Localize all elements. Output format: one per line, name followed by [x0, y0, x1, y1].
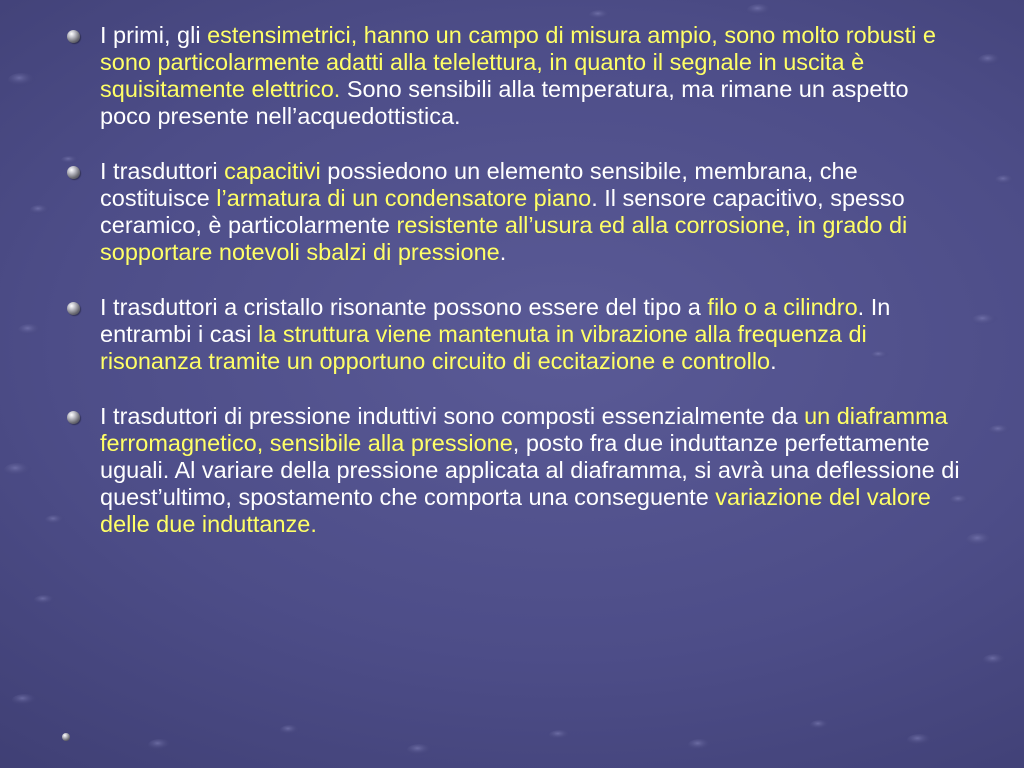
body-text: I trasduttori a cristallo risonante possono essere del tipo a: [100, 294, 708, 320]
bullet-paragraph: [62, 158, 962, 266]
body-text: Sono sensibili alla temperatura, ma rimane un aspetto poco presente nell’acquedottistica.: [100, 76, 909, 129]
body-text: I trasduttori di pressione induttivi sono composti essenzialmente da: [100, 403, 805, 429]
highlighted-text: resistente all’usura ed alla corrosione, in grado di sopportare notevoli sbalzi di pressione: [100, 212, 908, 265]
bullet-paragraph: [62, 22, 962, 130]
bullet-paragraph: [62, 294, 962, 375]
body-text: . Il sensore capacitivo, spesso ceramico, è particolarmente: [100, 185, 905, 238]
highlighted-text: estensimetrici, hanno un campo di misura ampio, sono molto robusti e sono particolarmente adatti alla telelettura, in quanto il segnale in uscita è squisitamente elettrico.: [100, 22, 936, 102]
sphere-bullet-icon: [67, 411, 80, 424]
body-text: possiedono un elemento sensibile, membrana, che costituisce: [100, 158, 858, 211]
body-text: I primi, gli: [100, 22, 208, 48]
empty-bullet-icon: [62, 733, 70, 741]
sphere-bullet-icon: [67, 30, 80, 43]
body-text: .: [499, 239, 507, 265]
highlighted-text: variazione del valore delle due induttanze.: [100, 484, 931, 537]
body-text: . In entrambi i casi: [100, 294, 891, 347]
highlighted-text: un diaframma ferromagnetico, sensibile alla pressione: [100, 403, 948, 456]
bullet-paragraph: [62, 403, 962, 538]
highlighted-text: filo o a cilindro: [707, 294, 858, 320]
bullet-list: [62, 22, 962, 566]
body-text: , posto fra due induttanze perfettamente uguali. Al variare della pressione applicata al diaframma, si avrà una deflessione di quest’ultimo, spostamento che comporta una conseguente: [100, 430, 960, 510]
sphere-bullet-icon: [67, 166, 80, 179]
body-text: I trasduttori: [100, 158, 225, 184]
body-text: .: [770, 348, 777, 374]
highlighted-text: l’armatura di un condensatore piano: [216, 185, 592, 211]
highlighted-text: capacitivi: [224, 158, 321, 184]
sphere-bullet-icon: [67, 302, 80, 315]
highlighted-text: la struttura viene mantenuta in vibrazione alla frequenza di risonanza tramite un opportuno circuito di eccitazione e controllo: [100, 321, 867, 374]
